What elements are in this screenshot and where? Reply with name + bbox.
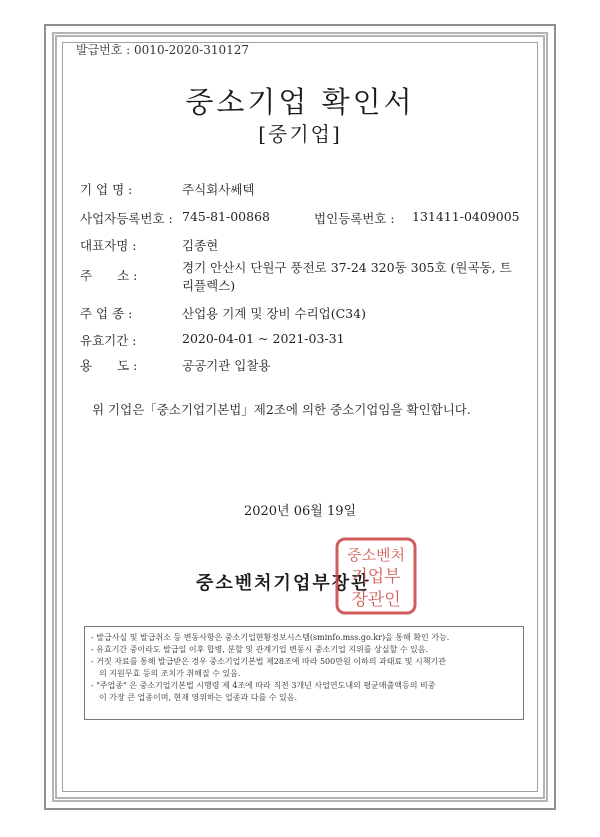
address-label: 주 소 :	[80, 268, 138, 283]
notes-box	[84, 626, 524, 720]
business-reg-value: 745-81-00868	[182, 209, 270, 224]
corp-reg-label: 법인등록번호 :	[314, 211, 395, 226]
business-reg-label: 사업자등록번호 :	[80, 211, 173, 226]
purpose-label: 용 도 :	[80, 358, 138, 373]
seal-line-3: 장관인	[351, 590, 401, 610]
note-line: 이 가장 큰 업종이며, 현재 영위하는 업종과 다를 수 있음.	[99, 693, 297, 702]
note-line: - "주업종" 은 중소기업기본법 시행령 제 4조에 따라 직전 3개년 사업연도내의 평균매출액등의 비중	[91, 681, 436, 690]
document-title: 중소기업 확인서	[185, 85, 415, 119]
address-value-line2: 리플렉스)	[182, 278, 236, 293]
issuer-name: 중소벤처기업부장관	[196, 573, 371, 594]
confirmation-statement: 위 기업은「중소기업기본법」제2조에 의한 중소기업임을 확인합니다.	[92, 402, 471, 417]
note-line: - 발급사실 및 발급취소 등 변동사항은 중소기업현황정보시스템(sminfo.mss.go.kr)을 통해 확인 가능.	[91, 633, 450, 642]
seal-line-1: 중소벤처	[347, 546, 405, 564]
address-value-line1: 경기 안산시 단원구 풍전로 37-24 320동 305호 (원곡동, 트	[182, 260, 512, 275]
company-name-label: 기 업 명 :	[80, 182, 133, 197]
issue-date: 2020년 06월 19일	[243, 504, 357, 519]
ceo-name-value: 김종현	[182, 238, 219, 253]
note-line: - 거짓 자료를 통해 발급받은 경우 중소기업기본법 제28조에 따라 500만원 이하의 과태료 및 시책기관	[91, 657, 446, 666]
main-industry-label: 주 업 종 :	[80, 306, 133, 321]
purpose-value: 공공기관 입찰용	[182, 358, 271, 373]
validity-label: 유효기간 :	[80, 333, 137, 348]
note-line: - 유효기간 중이라도 발급일 이후 합병, 분할 및 관계기업 변동시 중소기업 지위를 상실할 수 있음.	[91, 645, 429, 654]
note-line: 의 지원무효 등의 조치가 취해질 수 있음.	[99, 669, 241, 678]
main-industry-value: 산업용 기계 및 장비 수리업(C34)	[182, 306, 366, 321]
company-name-value: 주식회사쎄텍	[182, 182, 255, 197]
document-subtitle: [중기업]	[258, 122, 342, 146]
validity-value: 2020-04-01 ~ 2021-03-31	[182, 331, 345, 346]
issue-number: 발급번호 : 0010-2020-310127	[76, 43, 250, 57]
seal-line-2: 기업부	[351, 567, 401, 587]
ceo-name-label: 대표자명 :	[80, 238, 137, 253]
corp-reg-value: 131411-0409005	[412, 209, 520, 224]
official-seal-icon	[334, 536, 418, 616]
